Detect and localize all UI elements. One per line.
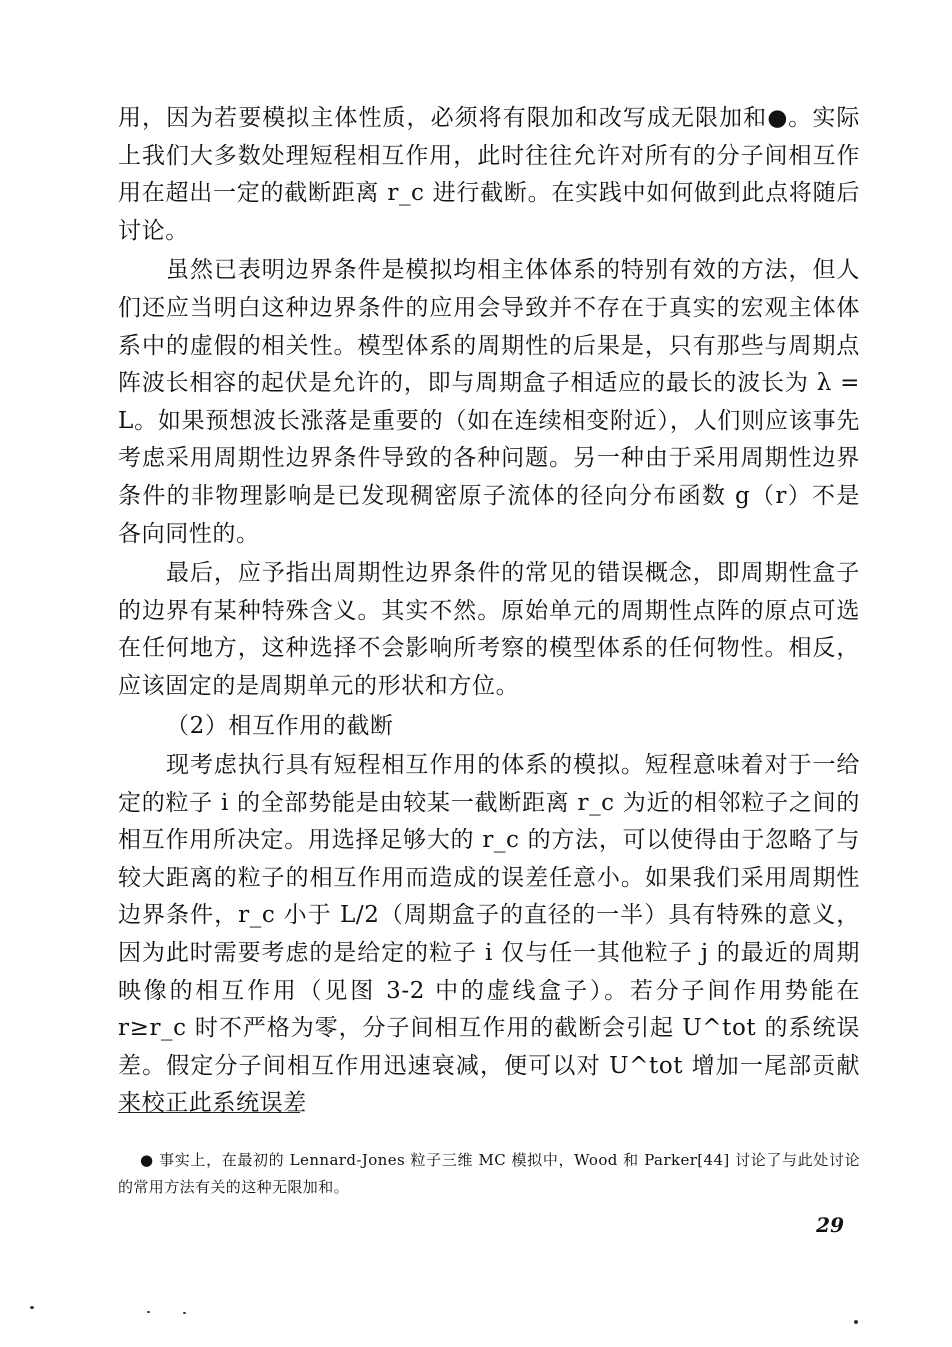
- paragraph-3: 最后，应予指出周期性边界条件的常见的错误概念，即周期性盒子的边界有某种特殊含义。其实不然。原始单元的周期性点阵的原点可选在任何地方，这种选择不会影响所考察的模型体系的任何物性。相反，应该固定的是周期单元的形状和方位。: [118, 560, 860, 699]
- footnote-text: ● 事实上，在最初的 Lennard-Jones 粒子三维 MC 模拟中，Wood 和 Parker[44] 讨论了与此处讨论的常用方法有关的这种无限加和。: [118, 1151, 860, 1196]
- body-text: [118, 100, 860, 1123]
- scan-speck: [183, 1312, 186, 1314]
- scan-speck: [854, 1320, 858, 1324]
- scan-speck: [147, 1311, 150, 1313]
- paragraph-2: 虽然已表明边界条件是模拟均相主体体系的特别有效的方法，但人们还应当明白这种边界条件的应用会导致并不存在于真实的宏观主体体系中的虚假的相关性。模型体系的周期性的后果是，只有那些与周期点阵波长相容的起伏是允许的，即与周期盒子相适应的最长的波长为 λ = L。如果预想波长涨落是重要的（如在连续相变附近），人们则应该事先考虑采用周期性边界条件导致的各种问题。另一种由于采用周期性边界条件的非物理影响是已发现稠密原子流体的径向分布函数 g（r）不是各向同性的。: [118, 257, 860, 547]
- page-number: 29: [816, 1213, 844, 1237]
- footnote: [118, 1147, 860, 1201]
- scan-speck: [30, 1306, 34, 1309]
- paragraph-4: 现考虑执行具有短程相互作用的体系的模拟。短程意味着对于一给定的粒子 i 的全部势能是由较某一截断距离 r_c 为近的相邻粒子之间的相互作用所决定。用选择足够大的 r_c 的方法，可以使得由于忽略了与较大距离的粒子的相互作用而造成的误差任意小。如果我们采用周期性边界条件，r_c 小于 L/2（周期盒子的直径的一半）具有特殊的意义，因为此时需要考虑的是给定的粒子 i 仅与任一其他粒子 j 的最近的周期映像的相互作用（见图 3-2 中的虚线盒子）。若分子间作用势能在 r≥r_c 时不严格为零，分子间相互作用的截断会引起 U^tot 的系统误差。假定分子间相互作用迅速衰减，便可以对 U^tot 增加一尾部贡献来校正此系统误差: [118, 752, 860, 1117]
- section-heading: （2）相互作用的截断: [166, 712, 394, 739]
- paragraph-1: 用，因为若要模拟主体性质，必须将有限加和改写成无限加和●。实际上我们大多数处理短程相互作用，此时往往允许对所有的分子间相互作用在超出一定的截断距离 r_c 进行截断。在实践中如何做到此点将随后讨论。: [118, 105, 860, 244]
- footnote-divider: [118, 1112, 300, 1113]
